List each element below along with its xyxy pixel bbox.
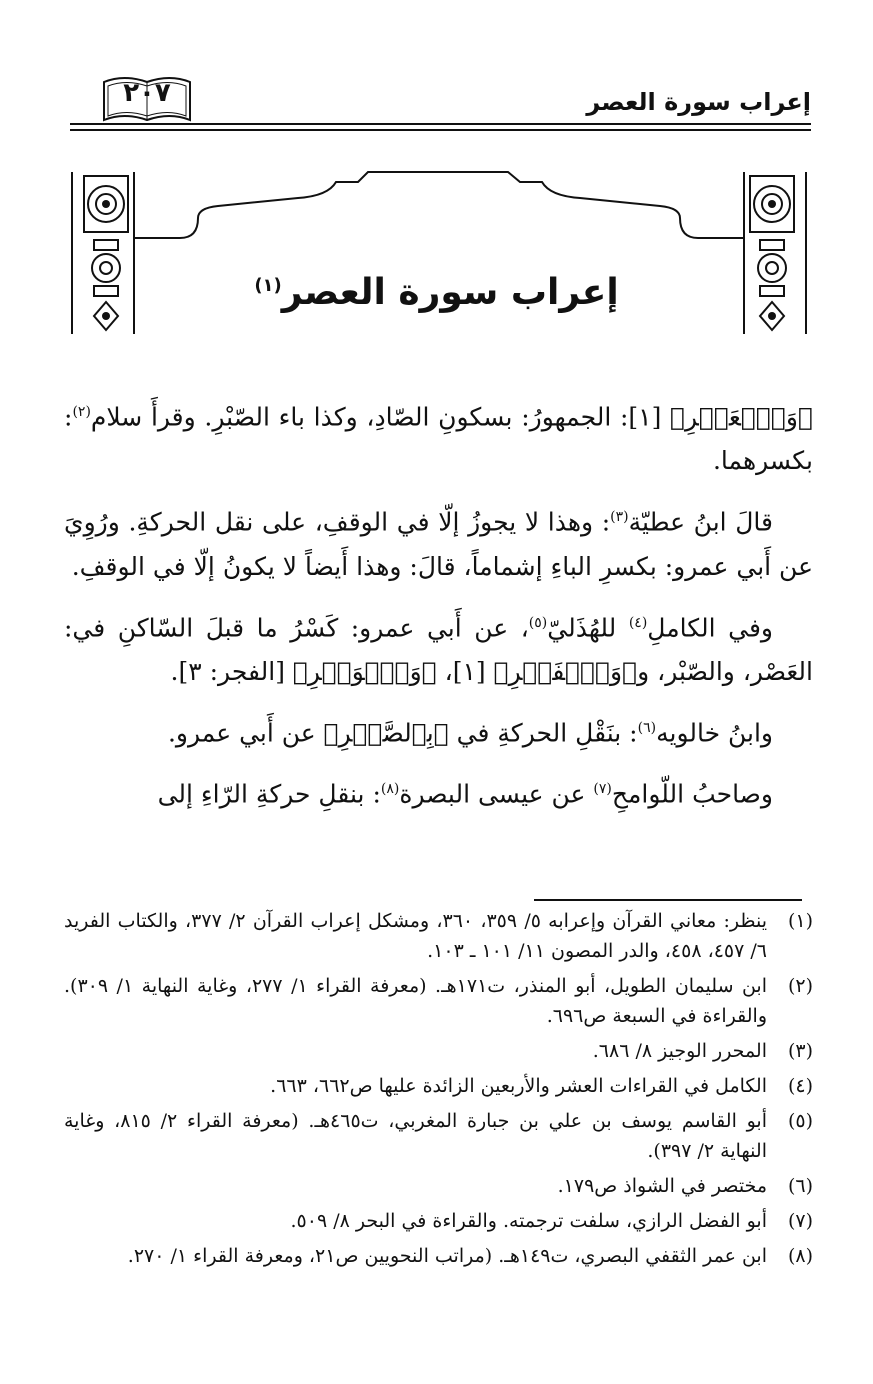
body-paragraph xyxy=(64,706,813,755)
footnote-text: مختصر في الشواذ ص١٧٩. xyxy=(557,1175,767,1197)
text-run: وابنُ خالويه xyxy=(656,718,773,748)
text-run: : وهذا لا يجوزُ إلّا في الوقفِ، على نقل الحركةِ. ورُوِيَ عن أَبي عمرو: بكسرِ الباءِ إشماماً، قالَ: وهذا أَيضاً لا يكونُ إلّا في الوقفِ. xyxy=(64,507,813,581)
body-paragraph xyxy=(64,601,813,694)
text-run: قالَ ابنُ عطيّة xyxy=(628,507,773,537)
footnote-text: أبو القاسم يوسف بن علي بن جبارة المغربي، ت٤٦٥هـ. (معرفة القراء ٢/ ٨١٥، وغاية النهاية ٢/ ٣٩٧). xyxy=(64,1110,767,1162)
footnote-item xyxy=(64,1206,813,1236)
header-rule-bottom xyxy=(70,129,811,131)
running-title: إعراب سورة العصر xyxy=(586,88,811,116)
footnote-ref: (٥) xyxy=(528,614,548,631)
text-run: وصاحبُ اللّوامحِ xyxy=(611,779,773,809)
text-run: : بكسرهما. xyxy=(64,402,813,476)
footnote-text: أبو الفضل الرازي، سلفت ترجمته. والقراءة في البحر ٨/ ٥٠٩. xyxy=(290,1210,767,1232)
text-run: : بنَقْلِ الحركةِ في ﴿بِٱلصَّبۡرِ﴾ عن أَبي عمرو. xyxy=(167,718,638,748)
footnote-item xyxy=(64,971,813,1031)
main-text xyxy=(64,390,813,829)
page-number-badge xyxy=(100,70,194,126)
footnote-text: ابن عمر الثقفي البصري، ت١٤٩هـ. (مراتب النحويين ص٢١، ومعرفة القراء ١/ ٢٧٠. xyxy=(127,1245,767,1267)
page-number: ٢٠٧ xyxy=(123,78,171,108)
footnote-ref: (٢) xyxy=(72,404,91,420)
right-medallion-column xyxy=(750,176,794,330)
footnote-item xyxy=(64,1106,813,1166)
text-run: ﴿وَٱلۡعَصۡرِ﴾ [١]: الجمهورُ: بسكونِ الصّادِ، وكذا باء الصّبْرِ. وقرأَ سلام xyxy=(90,402,813,432)
body-paragraph xyxy=(64,495,813,588)
footnote-ref: (٦) xyxy=(637,719,657,736)
footnote-ref: (٣) xyxy=(610,509,629,526)
left-medallion-column xyxy=(84,176,128,330)
footnote-number: (٥) xyxy=(787,1110,813,1132)
footnote-item xyxy=(64,906,813,966)
text-run: ، عن أَبي عمرو: كَسْرُ ما قبلَ السّاكنِ في: العَصْر، والصّبْر، و﴿وَٱلۡفَجۡرِ﴾ [١]، ﴿وَٱلۡوَتۡرِ﴾ [الفجر: ٣]. xyxy=(64,612,813,686)
footnote-item xyxy=(64,1241,813,1271)
text-run: للهُذَليّ xyxy=(547,612,629,642)
footnote-text: الكامل في القراءات العشر والأربعين الزائدة عليها ص٦٦٢، ٦٦٣. xyxy=(270,1075,767,1097)
text-run: عن عيسى البصرة xyxy=(399,779,594,809)
footnote-number: (١) xyxy=(787,910,813,932)
footnote-item xyxy=(64,1036,813,1066)
header-rule-top xyxy=(70,123,811,125)
body-paragraph xyxy=(64,767,813,816)
footnote-number: (٢) xyxy=(787,975,813,997)
footnote-text: المحرر الوجيز ٨/ ٦٨٦. xyxy=(592,1040,767,1062)
text-run: : بنقلِ حركةِ الرّاءِ إلى xyxy=(157,779,381,809)
text-run: وفي الكاملِ xyxy=(647,612,773,642)
footnote-text: ابن سليمان الطويل، أبو المنذر، ت١٧١هـ. (معرفة القراء ١/ ٢٧٧، وغاية النهاية ١/ ٣٠٩). والقراءة في السبعة ص٦٩٦. xyxy=(64,975,767,1027)
surah-title xyxy=(200,272,673,313)
footnote-separator xyxy=(534,899,802,901)
surah-title-text: إعراب سورة العصر xyxy=(281,272,619,313)
footnote-number: (٦) xyxy=(787,1175,813,1197)
title-footnote-ref: (١) xyxy=(254,275,282,296)
footnotes xyxy=(64,906,813,1276)
footnote-number: (٣) xyxy=(787,1040,813,1062)
footnote-item xyxy=(64,1071,813,1101)
footnote-ref: (٧) xyxy=(593,781,612,798)
footnote-ref: (٨) xyxy=(380,781,400,798)
footnote-number: (٤) xyxy=(787,1075,813,1097)
footnote-item xyxy=(64,1171,813,1201)
footnote-number: (٧) xyxy=(787,1210,813,1232)
footnote-number: (٨) xyxy=(787,1245,813,1267)
footnote-text: ينظر: معاني القرآن وإعرابه ٥/ ٣٥٩، ٣٦٠، ومشكل إعراب القرآن ٢/ ٣٧٧، والكتاب الفريد ٦/ ٤٥٧، ٤٥٨، والدر المصون ١١/ ١٠١ ـ ١٠٣. xyxy=(64,910,767,962)
footnote-ref: (٤) xyxy=(628,614,648,631)
body-paragraph xyxy=(64,390,813,483)
